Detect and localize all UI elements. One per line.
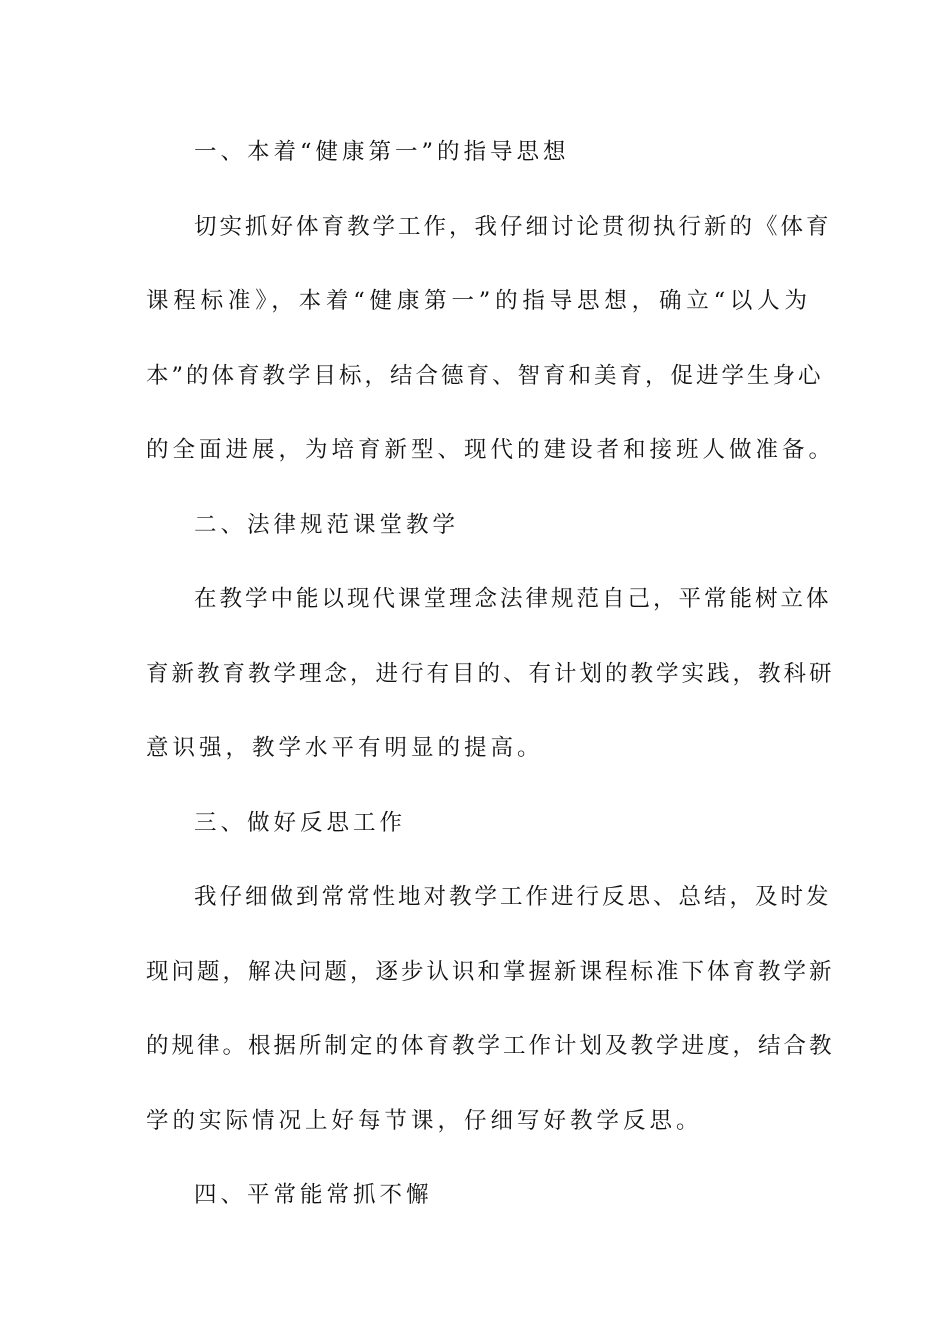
section-heading-1: 一、本着“健康第一”的指导思想	[194, 139, 570, 165]
paragraph-line: 在教学中能以现代课堂理念法律规范自己，平常能树立体	[194, 586, 832, 612]
paragraph-line: 意识强，教学水平有明显的提高。	[146, 735, 544, 761]
paragraph-line: 切实抓好体育教学工作，我仔细讨论贯彻执行新的《体育	[194, 213, 832, 240]
section-heading-4: 四、平常能常抓不懈	[194, 1182, 433, 1208]
paragraph-line: 课程标准》，本着“健康第一”的指导思想，确立“以人为	[146, 288, 810, 314]
section-heading-2: 二、法律规范课堂教学	[194, 511, 460, 538]
document-body	[146, 128, 836, 1246]
paragraph-line: 学的实际情况上好每节课，仔细写好教学反思。	[146, 1107, 703, 1134]
paragraph-line: 现问题，解决问题，逐步认识和掌握新课程标准下体育教学新	[146, 958, 835, 985]
paragraph-line: 的规律。根据所制定的体育教学工作计划及教学进度，结合教	[146, 1033, 835, 1059]
paragraph-line: 育新教育教学理念，进行有目的、有计划的教学实践，教科研	[146, 660, 835, 687]
paragraph-line: 本”的体育教学目标，结合德育、智育和美育，促进学生身心	[146, 362, 824, 389]
paragraph-line: 我仔细做到常常性地对教学工作进行反思、总结，及时发	[194, 884, 832, 910]
paragraph-line: 的全面进展，为培育新型、现代的建设者和接班人做准备。	[146, 437, 836, 463]
section-heading-3: 三、做好反思工作	[194, 809, 407, 836]
